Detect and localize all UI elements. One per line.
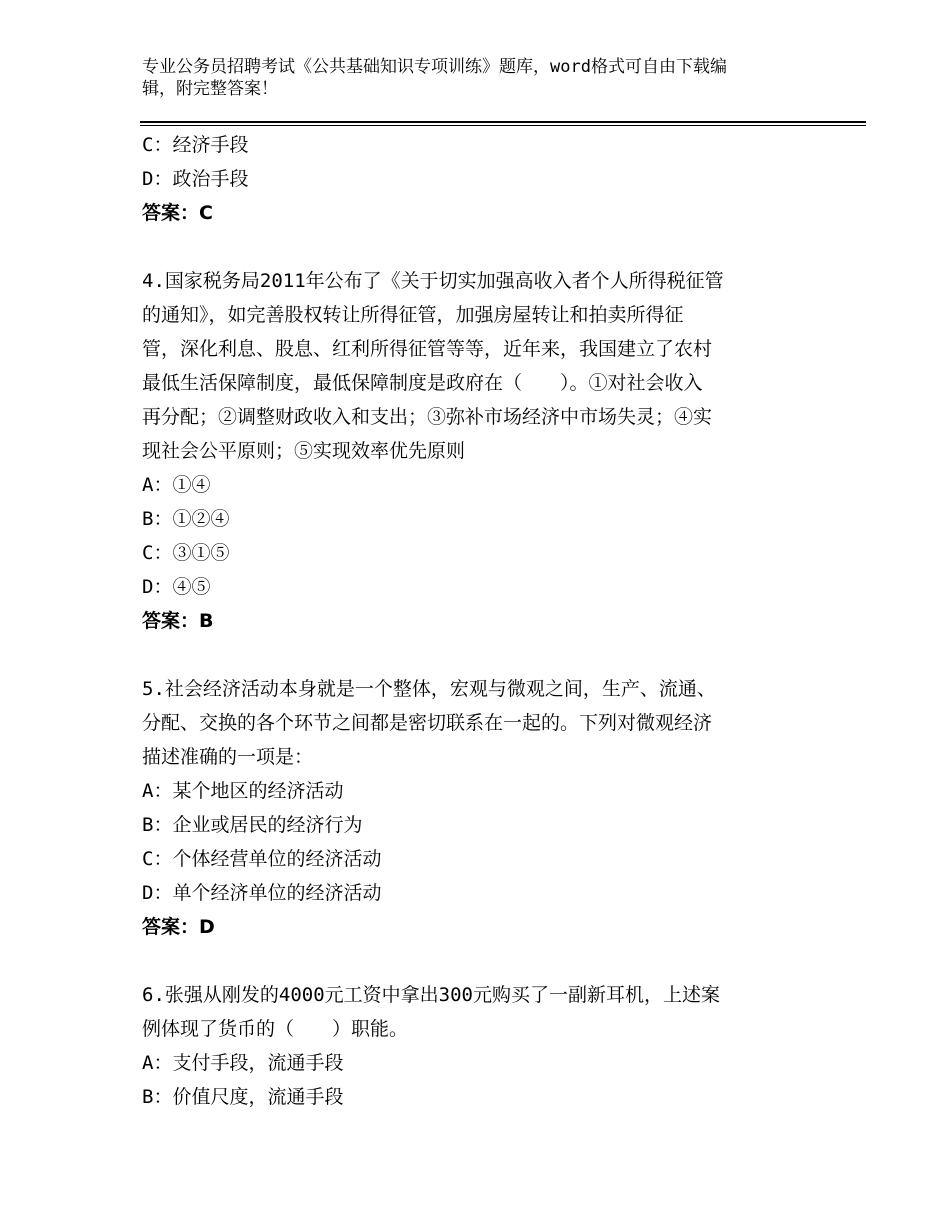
q5-option-b: B：企业或居民的经济行为 bbox=[142, 814, 363, 836]
question-5 bbox=[142, 672, 822, 944]
q5-answer: 答案：D bbox=[142, 916, 215, 938]
q5-stem-line-2: 分配、交换的各个环节之间都是密切联系在一起的。下列对微观经济 bbox=[142, 712, 713, 734]
q4-stem-line-5: 再分配；②调整财政收入和支出；③弥补市场经济中市场失灵；④实 bbox=[142, 406, 713, 428]
q6-option-b: B：价值尺度，流通手段 bbox=[142, 1086, 344, 1108]
q5-option-d: D：单个经济单位的经济活动 bbox=[142, 882, 382, 904]
q4-stem-line-2: 的通知》，如完善股权转让所得征管，加强房屋转让和拍卖所得征 bbox=[142, 304, 684, 326]
q4-option-c: C：③①⑤ bbox=[142, 542, 230, 564]
page-header bbox=[142, 56, 802, 100]
q5-option-c: C：个体经营单位的经济活动 bbox=[142, 848, 382, 870]
q5-option-a: A：某个地区的经济活动 bbox=[142, 780, 344, 802]
q3-answer: 答案：C bbox=[142, 202, 213, 224]
q4-option-d: D：④⑤ bbox=[142, 576, 211, 598]
q4-stem-line-3: 管，深化利息、股息、红利所得征管等等，近年来，我国建立了农村 bbox=[142, 338, 713, 360]
q3-option-c: C：经济手段 bbox=[142, 134, 249, 156]
q3-option-d: D：政治手段 bbox=[142, 168, 249, 190]
header-line-1: 专业公务员招聘考试《公共基础知识专项训练》题库，word格式可自由下载编 bbox=[142, 57, 727, 77]
q4-option-a: A：①④ bbox=[142, 474, 211, 496]
header-rule-thin bbox=[140, 125, 866, 126]
header-rule-thick bbox=[140, 121, 866, 123]
spacer bbox=[142, 944, 822, 978]
question-3 bbox=[142, 128, 822, 230]
question-4 bbox=[142, 264, 822, 638]
q6-option-a: A：支付手段，流通手段 bbox=[142, 1052, 344, 1074]
header-line-2: 辑，附完整答案！ bbox=[142, 79, 278, 99]
q5-stem-line-3: 描述准确的一项是： bbox=[142, 746, 314, 768]
q4-option-b: B：①②④ bbox=[142, 508, 230, 530]
q6-stem-line-1: 6.张强从刚发的4000元工资中拿出300元购买了一副新耳机，上述案 bbox=[142, 984, 720, 1006]
q4-stem-line-6: 现社会公平原则；⑤实现效率优先原则 bbox=[142, 440, 466, 462]
spacer bbox=[142, 230, 822, 264]
q6-stem-line-2: 例体现了货币的（ ）职能。 bbox=[142, 1018, 409, 1040]
q5-stem-line-1: 5.社会经济活动本身就是一个整体，宏观与微观之间，生产、流通、 bbox=[142, 678, 716, 700]
q4-answer: 答案：B bbox=[142, 610, 214, 632]
q4-stem-line-4: 最低生活保障制度，最低保障制度是政府在（ ）。①对社会收入 bbox=[142, 372, 703, 394]
spacer bbox=[142, 638, 822, 672]
q4-stem-line-1: 4.国家税务局2011年公布了《关于切实加强高收入者个人所得税征管 bbox=[142, 270, 724, 292]
question-6 bbox=[142, 978, 822, 1114]
question-content bbox=[142, 128, 822, 1114]
